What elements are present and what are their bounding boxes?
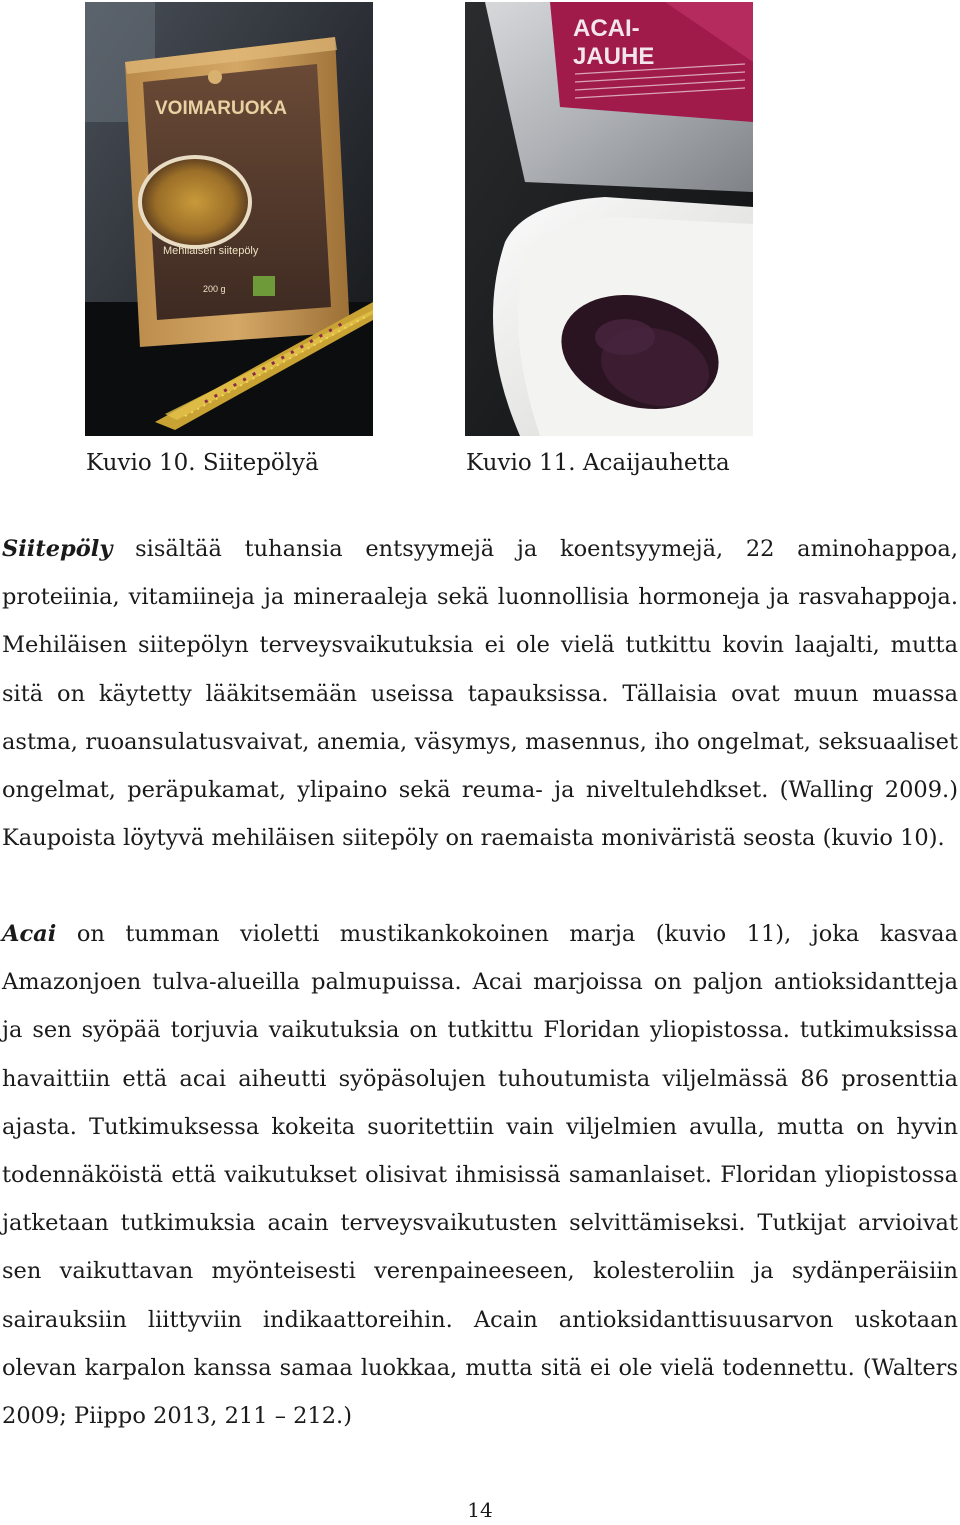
paragraph-siitepoly-text: sisältää tuhansia entsyymejä ja koentsyymejä, 22 aminohappoa, proteiinia, vitamiineja ja mineraaleja sekä luonnollisia hormoneja ja rasvahappoja. Mehiläisen siitepölyn terveysvaikutuksia ei ole vielä tutkittu kovin laajalti, mutta sitä on käytetty lääkitsemään useissa tapauksissa. Tällaisia ovat muun muassa astma, ruoansulatusvaivat, anemia, väsymys, masennus, iho ongelmat, seksuaaliset ongelmat, peräpukamat, ylipaino sekä reuma- ja niveltulehdkset. (Walling 2009.) Kaupoista löytyvä mehiläisen siitepöly on raemaista moniväristä seosta (kuvio 10). bbox=[2, 536, 958, 852]
paragraph-acai bbox=[2, 910, 958, 1440]
term-siitepoly: Siitepöly bbox=[2, 536, 113, 562]
package-weight: 200 g bbox=[203, 284, 226, 294]
figure-10-caption-text: Siitepölyä bbox=[202, 450, 319, 476]
figure-10-caption bbox=[86, 448, 319, 478]
figure-11-caption bbox=[466, 448, 730, 478]
figure-11-caption-text: Acaijauhetta bbox=[582, 450, 730, 476]
pouch-label-line2: JAUHE bbox=[573, 43, 655, 70]
paragraph-siitepoly bbox=[2, 525, 958, 862]
figure-10-photo bbox=[85, 2, 373, 436]
page-number: 14 bbox=[467, 1498, 493, 1522]
term-acai: Acai bbox=[2, 921, 57, 947]
figure-11-photo bbox=[465, 2, 753, 436]
pouch-label-line1: ACAI- bbox=[573, 15, 640, 42]
paragraph-acai-text: on tumman violetti mustikankokoinen marja (kuvio 11), joka kasvaa Amazonjoen tulva-alueilla palmupuissa. Acai marjoissa on paljon antioksidantteja ja sen syöpää torjuvia vaikutuksia on tutkittu Floridan yliopistossa. tutkimuksissa havaittiin että acai aiheutti syöpäsolujen tuhoutumista viljelmässä 86 prosenttia ajasta. Tutkimuksessa kokeita suoritettiin vain viljelmien avulla, mutta on hyvin todennäköistä että vaikutukset olisivat ihmisissä samanlaiset. Floridan yliopistossa jatketaan tutkimuksia acain terveysvaikutusten selvittämiseksi. Tutkijat arvioivat sen vaikuttavan myönteisesti verenpaineeseen, kolesteroliin ja sydänperäisiin sairauksiin liittyviin indikaattoreihin. Acain antioksidanttisuusarvon uskotaan olevan karpalon kanssa samaa luokkaa, mutta sitä ei ole vielä todennettu. (Walters 2009; Piippo 2013, 211 – 212.) bbox=[2, 921, 958, 1430]
figure-10-number: Kuvio 10. bbox=[86, 450, 196, 476]
package-brand: VOIMARUOKA bbox=[155, 98, 287, 119]
figure-11-number: Kuvio 11. bbox=[466, 450, 576, 476]
package-product-name: Mehiläisen siitepöly bbox=[163, 245, 259, 257]
